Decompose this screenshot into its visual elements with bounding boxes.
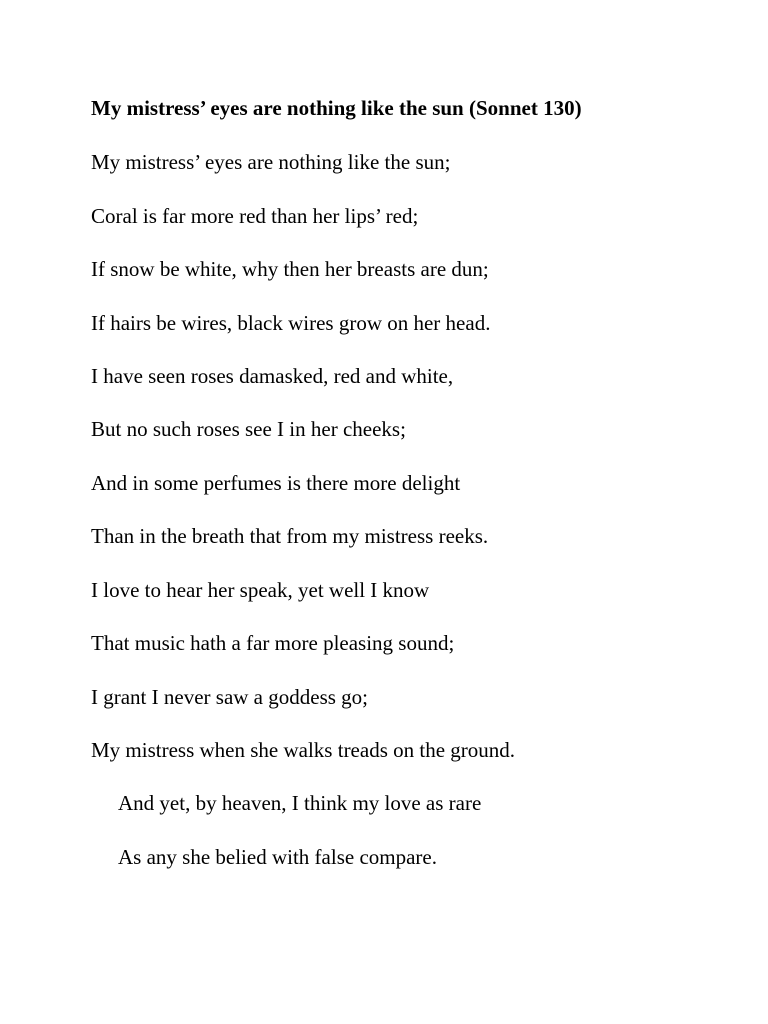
poem-line-3: If snow be white, why then her breasts are dun; bbox=[91, 257, 489, 281]
poem-line-7: And in some perfumes is there more delight bbox=[91, 471, 461, 495]
poem-line-9: I love to hear her speak, yet well I know bbox=[91, 578, 430, 602]
poem-line-4: If hairs be wires, black wires grow on her head. bbox=[91, 311, 491, 335]
couplet-line-1: And yet, by heaven, I think my love as rare bbox=[118, 791, 482, 815]
poem-line-11: I grant I never saw a goddess go; bbox=[91, 685, 368, 709]
poem-line-5: I have seen roses damasked, red and white, bbox=[91, 364, 454, 388]
poem-line-10: That music hath a far more pleasing sound; bbox=[91, 631, 455, 655]
poem-title: My mistress’ eyes are nothing like the sun (Sonnet 130) bbox=[91, 96, 582, 120]
poem-line-1: My mistress’ eyes are nothing like the sun; bbox=[91, 150, 451, 174]
poem-line-12: My mistress when she walks treads on the ground. bbox=[91, 738, 516, 762]
couplet-line-2: As any she belied with false compare. bbox=[118, 845, 437, 869]
poem-line-8: Than in the breath that from my mistress reeks. bbox=[91, 524, 489, 548]
poem-line-2: Coral is far more red than her lips’ red; bbox=[91, 204, 419, 228]
poem-line-6: But no such roses see I in her cheeks; bbox=[91, 417, 406, 441]
